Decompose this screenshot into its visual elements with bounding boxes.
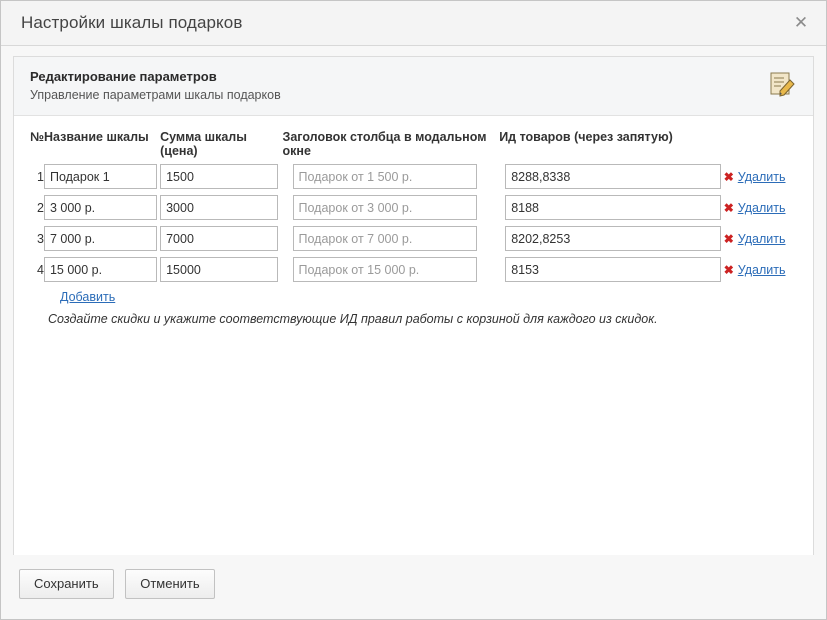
dialog-body [1, 46, 826, 555]
scale-name-input[interactable] [44, 195, 157, 220]
close-icon[interactable]: ✕ [793, 13, 809, 32]
table-header-row [30, 130, 797, 164]
column-header-modal-title: Заголовок столбца в модальном окне [282, 130, 487, 158]
product-ids-input[interactable] [505, 226, 721, 251]
dialog-title: Настройки шкалы подарков [21, 13, 243, 32]
gift-scale-table [30, 130, 797, 288]
scale-sum-input[interactable] [160, 164, 278, 189]
delete-row-link[interactable]: Удалить [737, 263, 786, 277]
table-row [30, 257, 797, 288]
modal-title-input[interactable] [293, 195, 477, 220]
product-ids-input[interactable] [505, 257, 721, 282]
scale-name-input[interactable] [44, 164, 157, 189]
edit-document-icon [769, 71, 795, 97]
row-number: 1 [37, 169, 44, 184]
scale-name-input[interactable] [44, 226, 157, 251]
column-header-sum: Сумма шкалы (цена) [160, 130, 247, 158]
panel-subtitle: Управление параметрами шкалы подарков [30, 88, 281, 102]
delete-icon[interactable]: ✖ [723, 201, 734, 215]
delete-row-link[interactable]: Удалить [737, 170, 786, 184]
product-ids-input[interactable] [505, 195, 721, 220]
row-number: 4 [37, 262, 44, 277]
table-row [30, 164, 797, 195]
table-row [30, 195, 797, 226]
product-ids-input[interactable] [505, 164, 721, 189]
dialog-footer [1, 555, 826, 619]
column-header-actions [724, 130, 797, 164]
panel-content [14, 116, 813, 555]
modal-title-input[interactable] [293, 257, 477, 282]
delete-icon[interactable]: ✖ [723, 232, 734, 246]
table-row [30, 226, 797, 257]
hint-text: Создайте скидки и укажите соответствующие ИД правил работы с корзиной для каждого из скидок. [48, 312, 658, 326]
panel-header [14, 57, 813, 116]
column-header-ids: Ид товаров (через запятую) [499, 130, 673, 144]
settings-panel [13, 56, 814, 555]
delete-row-link[interactable]: Удалить [737, 232, 786, 246]
modal-title-input[interactable] [293, 226, 477, 251]
add-row-link[interactable]: Добавить [60, 290, 116, 304]
modal-title-input[interactable] [293, 164, 477, 189]
scale-name-input[interactable] [44, 257, 157, 282]
save-button[interactable]: Сохранить [19, 569, 114, 599]
row-number: 2 [37, 200, 44, 215]
delete-icon[interactable]: ✖ [723, 263, 734, 277]
scale-sum-input[interactable] [160, 195, 278, 220]
scale-sum-input[interactable] [160, 226, 278, 251]
delete-icon[interactable]: ✖ [723, 170, 734, 184]
row-number: 3 [37, 231, 44, 246]
cancel-button[interactable]: Отменить [125, 569, 214, 599]
scale-sum-input[interactable] [160, 257, 278, 282]
column-header-num: № [30, 130, 44, 144]
panel-title: Редактирование параметров [30, 69, 217, 84]
dialog-titlebar [1, 1, 826, 46]
column-header-name: Название шкалы [43, 130, 149, 144]
delete-row-link[interactable]: Удалить [737, 201, 786, 215]
